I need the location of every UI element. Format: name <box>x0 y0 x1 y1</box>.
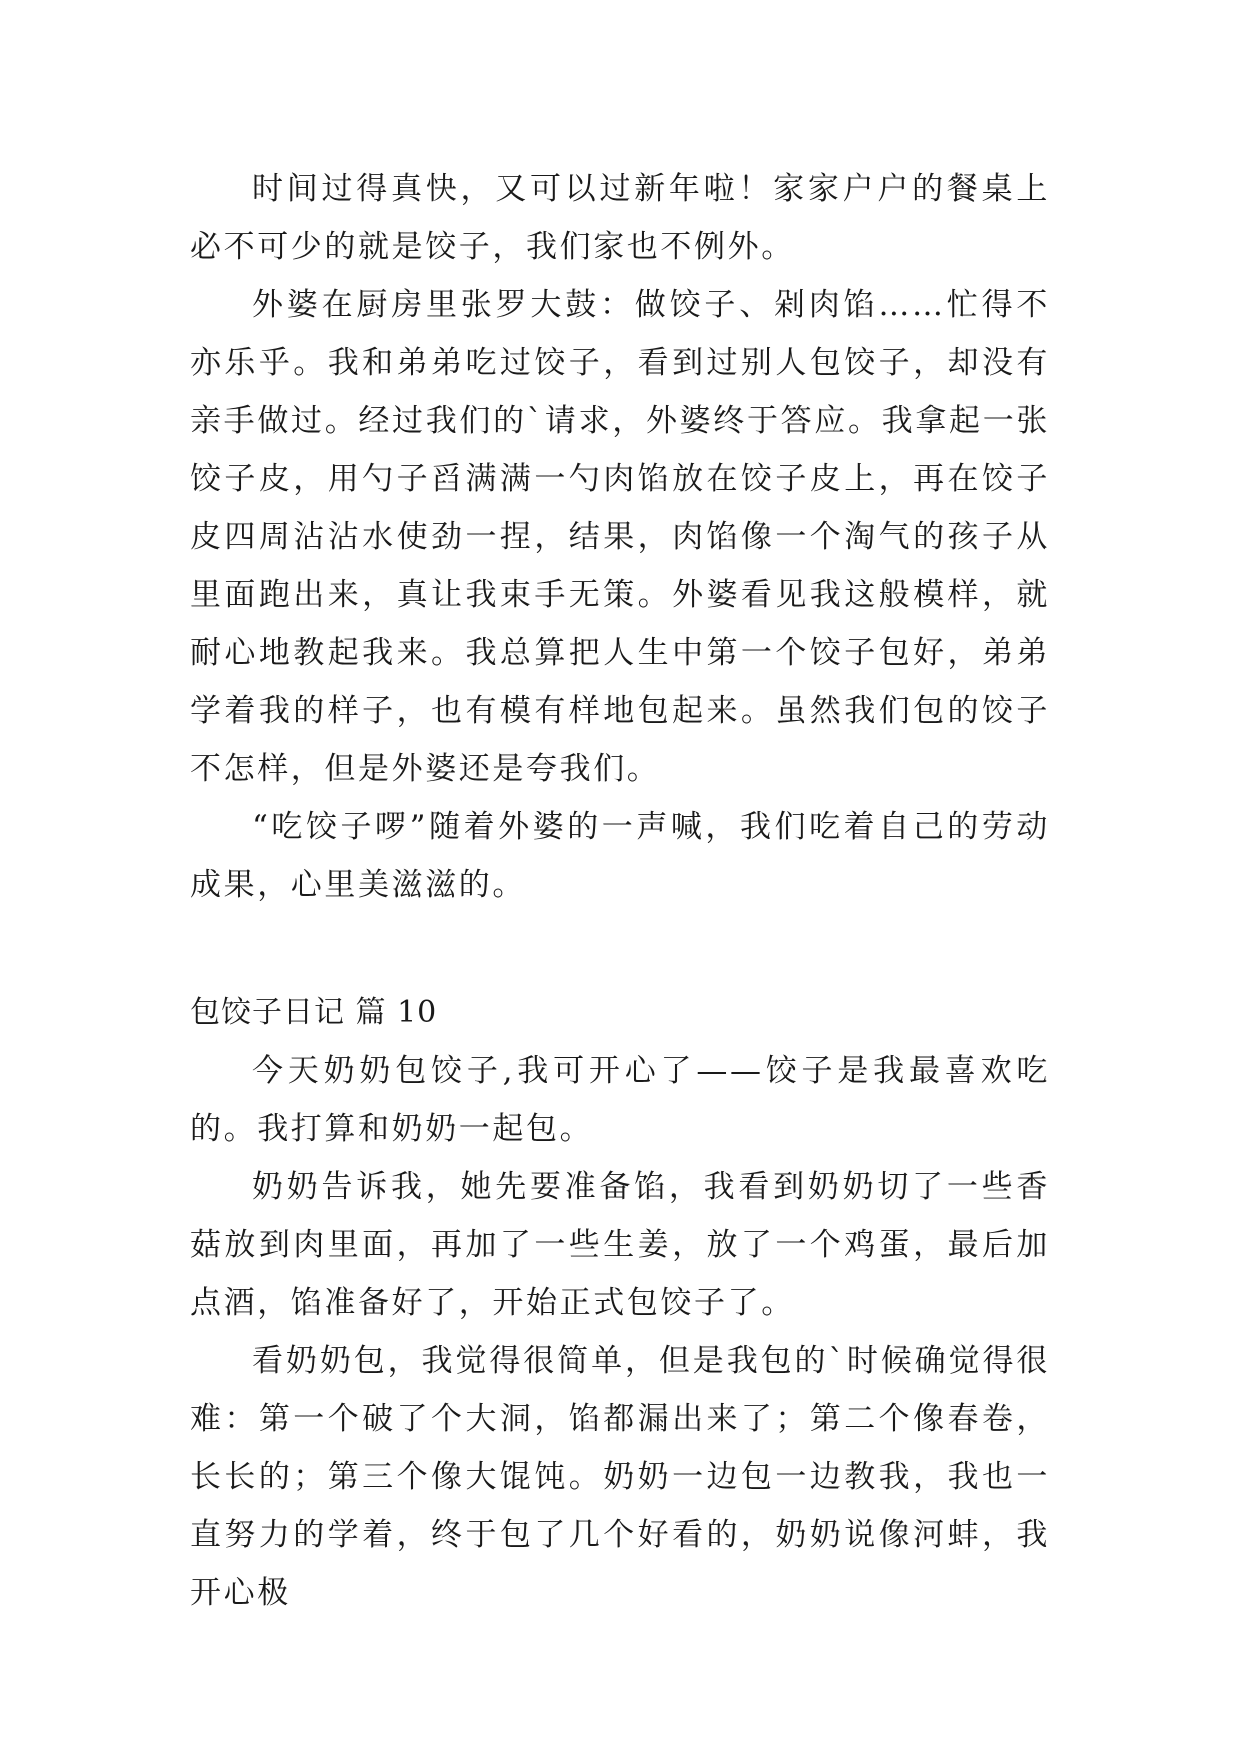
paragraph-new-year: 时间过得真快，又可以过新年啦！家家户户的餐桌上必不可少的就是饺子，我们家也不例外。 <box>190 171 1050 265</box>
section-spacer <box>190 914 1050 984</box>
paragraph-eat-dumplings: “吃饺子啰”随着外婆的一声喊，我们吃着自己的劳动成果，心里美滋滋的。 <box>190 809 1050 903</box>
paragraph-prepare-filling: 奶奶告诉我，她先要准备馅，我看到奶奶切了一些香菇放到肉里面，再加了一些生姜，放了一个鸡蛋，最后加点酒，馅准备好了，开始正式包饺子了。 <box>190 1169 1050 1321</box>
paragraph-learning-to-wrap: 看奶奶包，我觉得很简单，但是我包的`时候确觉得很难：第一个破了个大洞，馅都漏出来了；第二个像春卷，长长的；第三个像大馄饨。奶奶一边包一边教我，我也一直努力的学着，终于包了几个好看的，奶奶说像河蚌，我开心极 <box>190 1343 1050 1611</box>
section-title: 包饺子日记 篇 10 <box>190 995 438 1030</box>
document-page <box>190 160 1050 1622</box>
paragraph-grandma-kitchen: 外婆在厨房里张罗大鼓：做饺子、剁肉馅……忙得不亦乐乎。我和弟弟吃过饺子，看到过别人包饺子，却没有亲手做过。经过我们的`请求，外婆终于答应。我拿起一张饺子皮，用勺子舀满满一勺肉馅放在饺子皮上，再在饺子皮四周沾沾水使劲一捏，结果，肉馅像一个淘气的孩子从里面跑出来，真让我束手无策。外婆看见我这般模样，就耐心地教起我来。我总算把人生中第一个饺子包好，弟弟学着我的样子，也有模有样地包起来。虽然我们包的饺子不怎样，但是外婆还是夸我们。 <box>190 287 1050 787</box>
paragraph-grandma-makes-dumplings: 今天奶奶包饺子,我可开心了——饺子是我最喜欢吃的。我打算和奶奶一起包。 <box>190 1053 1050 1147</box>
